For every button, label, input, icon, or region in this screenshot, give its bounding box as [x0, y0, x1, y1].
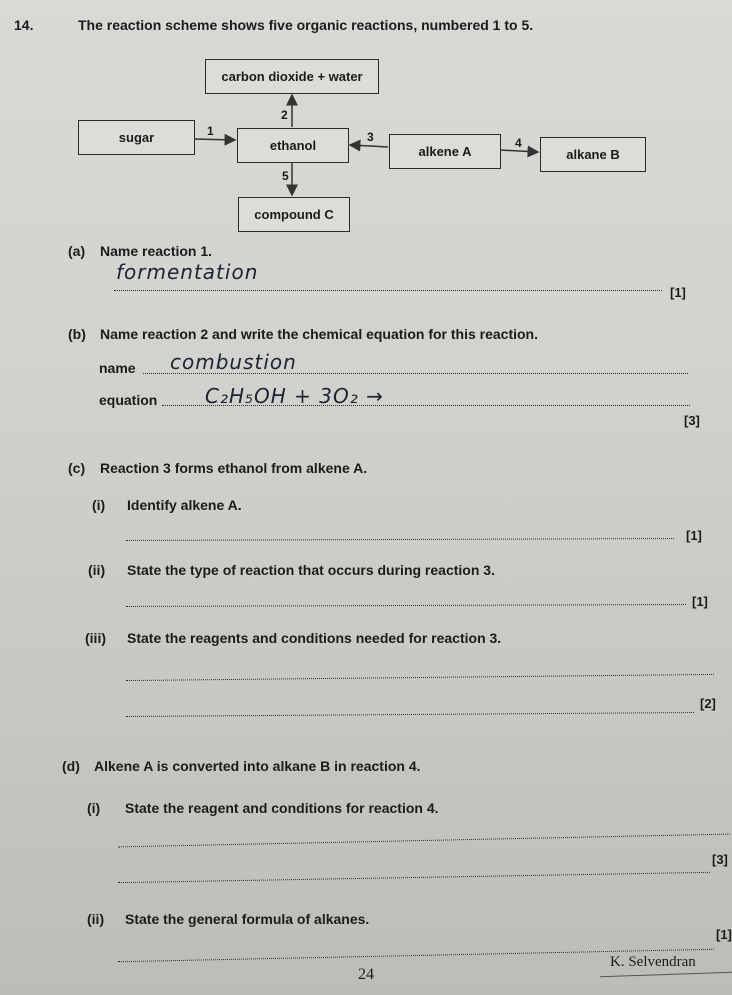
part-c-i-line [126, 538, 674, 541]
part-d-ii-text: State the general formula of alkanes. [125, 911, 370, 927]
part-d-i-line-1 [118, 834, 730, 848]
part-a-marks: [1] [670, 285, 686, 300]
part-a-answer-line [114, 290, 662, 291]
part-a-text: Name reaction 1. [100, 243, 213, 259]
part-d-ii-marks: [1] [716, 927, 732, 942]
sugar-box: sugar [78, 120, 195, 155]
part-a-answer: formentation [116, 260, 259, 284]
scheme-arrows [0, 0, 732, 260]
part-d-text: Alkene A is converted into alkane B in reaction 4. [94, 758, 421, 774]
part-b-name-label: name [99, 360, 136, 376]
part-d-i-text: State the reagent and conditions for reaction 4. [125, 800, 439, 816]
part-b-marks: [3] [684, 413, 700, 428]
question-number: 14. [14, 17, 34, 33]
arrow-1 [194, 139, 235, 140]
part-b-equation-label: equation [99, 392, 158, 408]
reaction-number-2: 2 [281, 108, 288, 122]
reaction-number-1: 1 [207, 124, 214, 138]
part-c-iii-label: (iii) [85, 630, 106, 646]
question-intro: The reaction scheme shows five organic reactions, numbered 1 to 5. [78, 17, 534, 33]
author-credit: K. Selvendran [610, 954, 696, 970]
part-c-ii-text: State the type of reaction that occurs during reaction 3. [127, 562, 495, 578]
arrow-3 [350, 145, 388, 147]
part-a-label: (a) [68, 243, 86, 259]
part-b-name-line [143, 373, 688, 374]
arrow-4 [500, 150, 538, 152]
reaction-number-5: 5 [282, 169, 289, 183]
reaction-number-3: 3 [367, 130, 374, 144]
part-c-ii-marks: [1] [692, 594, 708, 609]
reaction-number-4: 4 [515, 136, 522, 150]
page-number: 24 [358, 966, 374, 983]
part-b-equation-line [162, 405, 690, 406]
ethanol-box: ethanol [237, 128, 349, 163]
alkane-b-box: alkane B [540, 137, 646, 172]
carbon-dioxide-water-box: carbon dioxide + water [205, 59, 379, 94]
part-c-i-text: Identify alkene A. [127, 497, 242, 513]
part-b-name-answer: combustion [170, 350, 297, 374]
alkene-a-box: alkene A [389, 134, 501, 169]
part-c-iii-line-2 [126, 712, 694, 717]
part-c-ii-label: (ii) [88, 562, 106, 578]
compound-c-box: compound C [238, 197, 350, 232]
part-b-label: (b) [68, 326, 86, 342]
part-c-iii-marks: [2] [700, 696, 716, 711]
part-d-i-label: (i) [87, 800, 101, 816]
part-c-text: Reaction 3 forms ethanol from alkene A. [100, 460, 368, 476]
part-c-iii-line-1 [126, 674, 714, 681]
part-c-ii-line [126, 604, 686, 607]
part-b-text: Name reaction 2 and write the chemical equation for this reaction. [100, 326, 538, 342]
part-d-i-marks: [3] [712, 852, 728, 867]
part-d-i-line-2 [118, 872, 710, 883]
part-d-ii-label: (ii) [87, 911, 105, 927]
part-c-i-marks: [1] [686, 528, 702, 543]
footer-rule [600, 972, 732, 978]
part-c-i-label: (i) [92, 497, 106, 513]
part-b-equation-answer: C₂H₅OH + 3O₂ → [205, 384, 384, 408]
part-c-label: (c) [68, 460, 86, 476]
part-d-label: (d) [62, 758, 80, 774]
part-c-iii-text: State the reagents and conditions needed for reaction 3. [127, 630, 502, 646]
